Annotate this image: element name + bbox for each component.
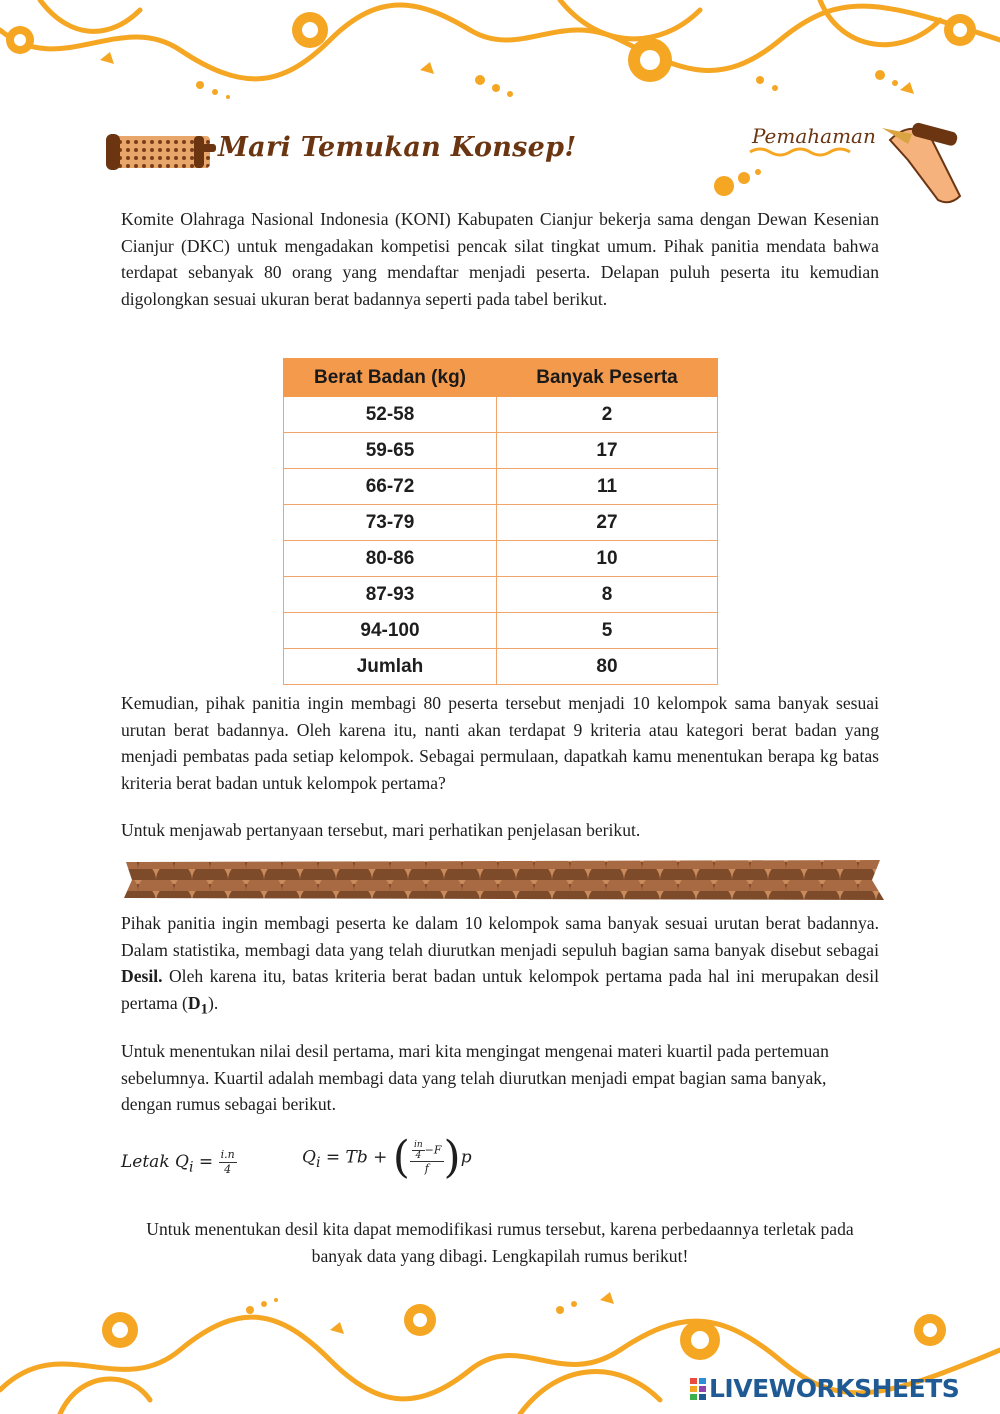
total-label-cell: Jumlah	[284, 649, 497, 685]
weight-cell: 87-93	[284, 577, 497, 613]
desil-text-before: Pihak panitia ingin membagi peserta ke dalam 10 kelompok sama banyak sesuai urutan berat badannya. Dalam statistika, membagi data yang telah diurutkan menjadi sepuluh bagian sama banyak disebut sebagai	[121, 913, 879, 960]
formula2-minus-f: −F	[424, 1143, 442, 1157]
formula1-eq: =	[193, 1152, 219, 1172]
weight-cell: 94-100	[284, 613, 497, 649]
count-cell: 8	[497, 577, 718, 613]
left-paren: (	[392, 1132, 410, 1183]
formula2-inner-den: 4	[415, 1151, 422, 1161]
formula1-sub: i	[188, 1159, 194, 1176]
watermark-text: LIVEWORKSHEETS	[709, 1374, 960, 1403]
desil-symbol: D	[187, 992, 201, 1013]
weight-cell: 66-72	[284, 469, 497, 505]
kuartil-paragraph: Untuk menentukan nilai desil pertama, mari kita mengingat mengenai materi kuartil pada pertemuan sebelumnya. Kuartil adalah membagi data yang telah diurutkan menjadi empat bagian sama banyak, dengan rumus sebagai berikut.	[121, 1041, 829, 1114]
liveworksheets-logo-icon	[690, 1378, 706, 1400]
table-header-row	[284, 359, 718, 397]
table-row	[284, 505, 718, 541]
table-row	[284, 397, 718, 433]
desil-text-after: Oleh karena itu, batas kriteria berat badan untuk kelompok pertama pada hal ini merupakan desil pertama (	[121, 966, 879, 1013]
batik-band-divider	[120, 858, 884, 902]
formula2-sub: i	[315, 1154, 321, 1171]
formula2-tail: p	[460, 1147, 472, 1168]
page-title: Mari Temukan Konsep!	[218, 132, 577, 163]
liveworksheets-watermark	[690, 1374, 990, 1404]
intro-paragraph: Komite Olahraga Nasional Indonesia (KONI) Kabupaten Cianjur bekerja sama dengan Dewan Kesenian Cianjur (DKC) untuk mengadakan kompetisi pencak silat tingkat umum. Pihak panitia mendata bahwa terdapat sebanyak 80 orang yang mendaftar menjadi peserta. Delapan puluh peserta itu kemudian digolongkan sesuai ukuran berat badannya seperti pada tabel berikut.	[121, 209, 879, 309]
total-count-cell: 80	[497, 649, 718, 685]
weight-cell: 73-79	[284, 505, 497, 541]
badge-label: Pemahaman	[752, 124, 876, 148]
count-cell: 2	[497, 397, 718, 433]
table-row	[284, 541, 718, 577]
problem-paragraph: Kemudian, pihak panitia ingin membagi 80 peserta tersebut menjadi 10 kelompok sama banyak sesuai urutan berat badannya. Oleh karena itu, nanti akan terdapat 9 kriteria atau kategori berat badan yang menjadi pembatas pada setiap kelompok. Sebagai permulaan, dapatkah kamu menentukan berapa kg batas kriteria berat badan untuk kelompok pertama?	[121, 693, 879, 793]
formula2-den: f	[424, 1162, 429, 1175]
table-row	[284, 577, 718, 613]
desil-symbol-sub: 1	[200, 1001, 208, 1018]
count-cell: 27	[497, 505, 718, 541]
top-floral-ornament	[0, 0, 1000, 110]
formula1-num: i.n	[220, 1148, 235, 1161]
formula2-eq: = Tb +	[320, 1147, 393, 1168]
header-count: Banyak Peserta	[497, 359, 718, 397]
table-total-row	[284, 649, 718, 685]
weight-cell: 52-58	[284, 397, 497, 433]
transition-paragraph: Untuk menjawab pertanyaan tersebut, mari perhatikan penjelasan berikut.	[121, 820, 641, 840]
weight-table	[283, 358, 718, 685]
weight-cell: 59-65	[284, 433, 497, 469]
formula2-fraction	[410, 1140, 444, 1176]
formula-letak-kuartil	[121, 1148, 237, 1177]
header-weight: Berat Badan (kg)	[284, 359, 497, 397]
table-row	[284, 613, 718, 649]
pemahaman-badge	[700, 110, 980, 210]
section-title	[100, 122, 600, 184]
count-cell: 10	[497, 541, 718, 577]
table-row	[284, 469, 718, 505]
formula1-den: 4	[224, 1163, 232, 1176]
formula-nilai-kuartil	[302, 1132, 472, 1183]
count-cell: 5	[497, 613, 718, 649]
desil-paragraph	[121, 910, 879, 1023]
right-paren: )	[443, 1132, 461, 1183]
formula1-lhs: Letak Q	[121, 1152, 189, 1172]
count-cell: 17	[497, 433, 718, 469]
table-row	[284, 433, 718, 469]
desil-term: Desil.	[121, 966, 163, 986]
weight-cell: 80-86	[284, 541, 497, 577]
desil-text-end: ).	[207, 992, 219, 1013]
formula1-fraction	[219, 1148, 237, 1177]
batik-scroll-icon	[100, 122, 218, 184]
count-cell: 11	[497, 469, 718, 505]
formula2-lhs: Q	[302, 1147, 316, 1168]
formula2-inner-num: in	[413, 1140, 423, 1150]
instruction-paragraph: Untuk menentukan desil kita dapat memodifikasi rumus tersebut, karena perbedaannya terletak pada banyak data yang dibagi. Lengkapilah rumus berikut!	[146, 1219, 854, 1266]
